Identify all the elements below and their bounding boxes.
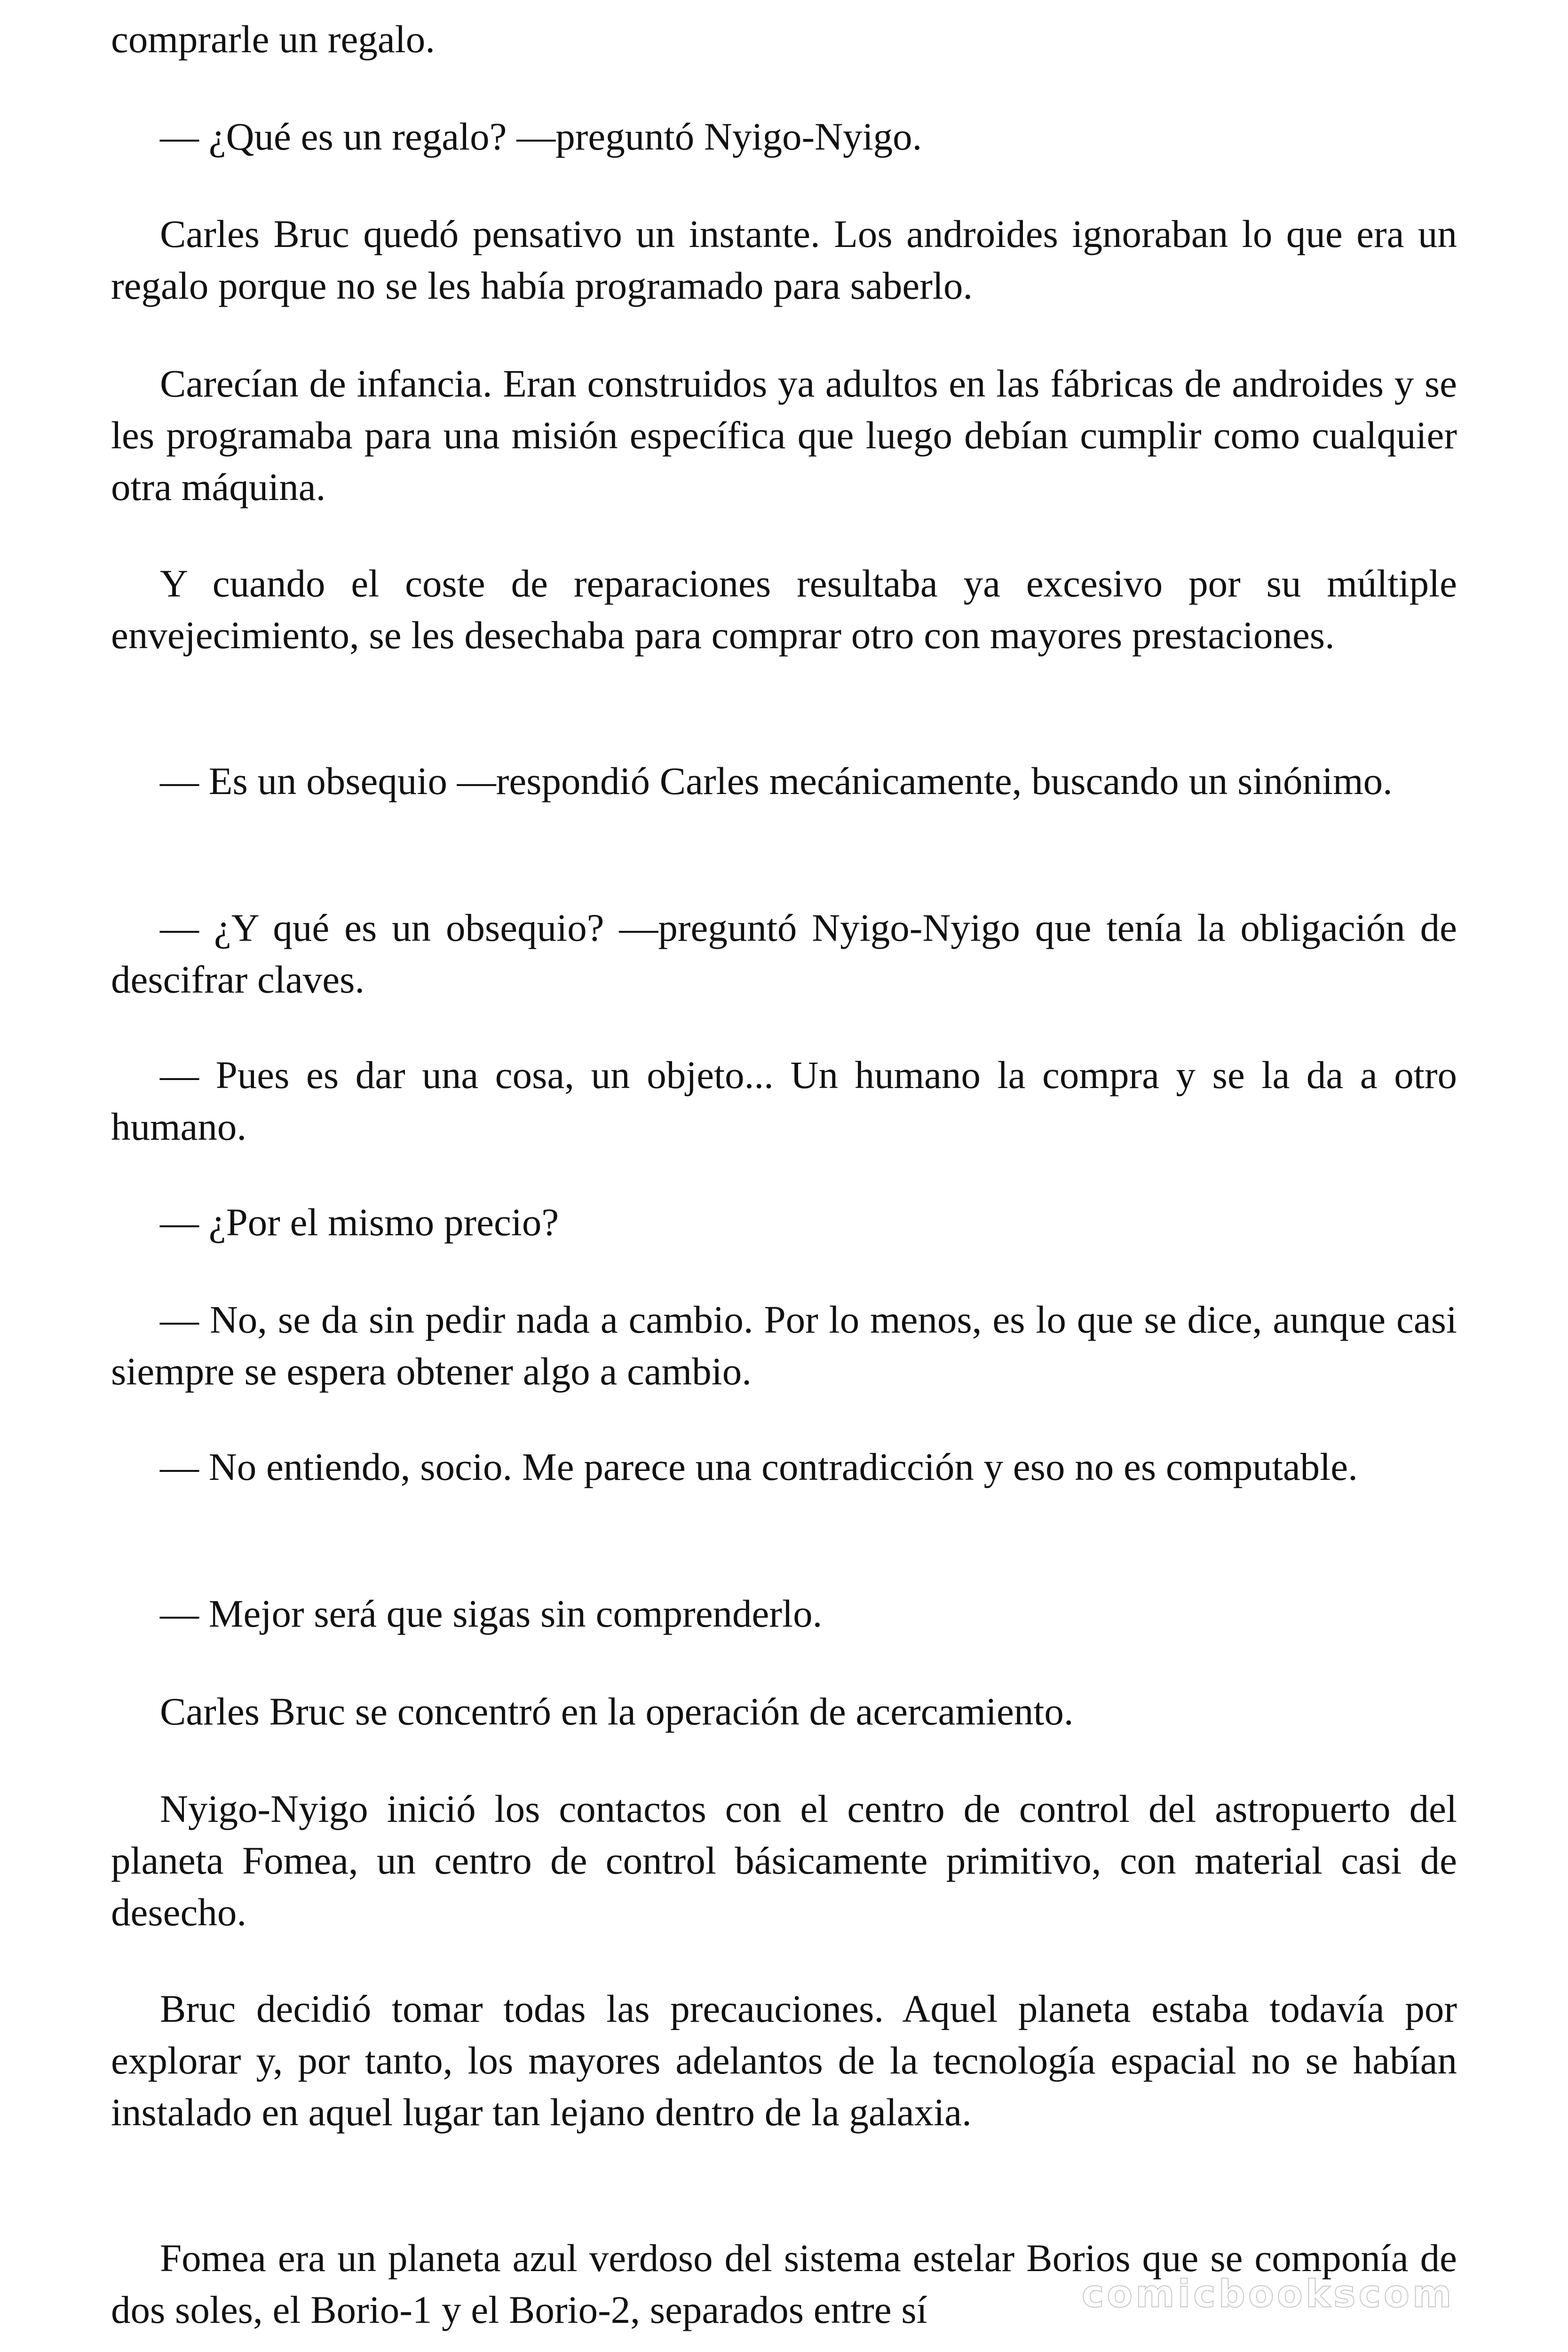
paragraph: Bruc decidió tomar todas las precauciones. Aquel planeta estaba todavía por explorar y, por tanto, los mayores adelantos de la tecnología espacial no se habían instalado en aquel lugar tan lejano dentro de la galaxia. [111,1987,1457,2134]
paragraph: Carles Bruc quedó pensativo un instante. Los androides ignoraban lo que era un regalo porque no se les había programado para saberlo. [111,212,1457,307]
paragraph-dialogue: — Es un obsequio —respondió Carles mecánicamente, buscando un sinónimo. [160,759,1393,803]
paragraph: Carecían de infancia. Eran construidos ya adultos en las fábricas de androides y se les programaba para una misión específica que luego debían cumplir como cualquier otra máquina. [111,362,1457,509]
paragraph-dialogue: — Mejor será que sigas sin comprenderlo. [160,1592,823,1635]
paragraph-dialogue: — No, se da sin pedir nada a cambio. Por lo menos, es lo que se dice, aunque casi siempre se espera obtener algo a cambio. [111,1298,1457,1393]
paragraph: Carles Bruc se concentró en la operación de acercamiento. [160,1690,1074,1733]
paragraph-dialogue: — Pues es dar una cosa, un objeto... Un humano la compra y se la da a otro humano. [111,1053,1457,1148]
paragraph-dialogue: — ¿Qué es un regalo? —preguntó Nyigo-Nyigo. [160,115,922,158]
watermark-logo: comicbookscom [1082,2272,1455,2316]
paragraph: Nyigo-Nyigo inició los contactos con el centro de control del astropuerto del planeta Fomea, un centro de control básicamente primitivo, con material casi de desecho. [111,1787,1457,1934]
paragraph-dialogue: — No entiendo, socio. Me parece una contradicción y eso no es computable. [160,1445,1358,1488]
paragraph-continuation: comprarle un regalo. [111,17,436,61]
paragraph-dialogue: — ¿Y qué es un obsequio? —preguntó Nyigo-Nyigo que tenía la obligación de descifrar claves. [111,906,1457,1001]
paragraph: Y cuando el coste de reparaciones resultaba ya excesivo por su múltiple envejecimiento, se les desechaba para comprar otro con mayores prestaciones. [111,562,1457,657]
paragraph: Fomea era un planeta azul verdoso del sistema estelar Borios que se componía de dos soles, el Borio-1 y el Borio-2, separados entre sí [111,2236,1457,2331]
paragraph-dialogue: — ¿Por el mismo precio? [160,1200,559,1244]
